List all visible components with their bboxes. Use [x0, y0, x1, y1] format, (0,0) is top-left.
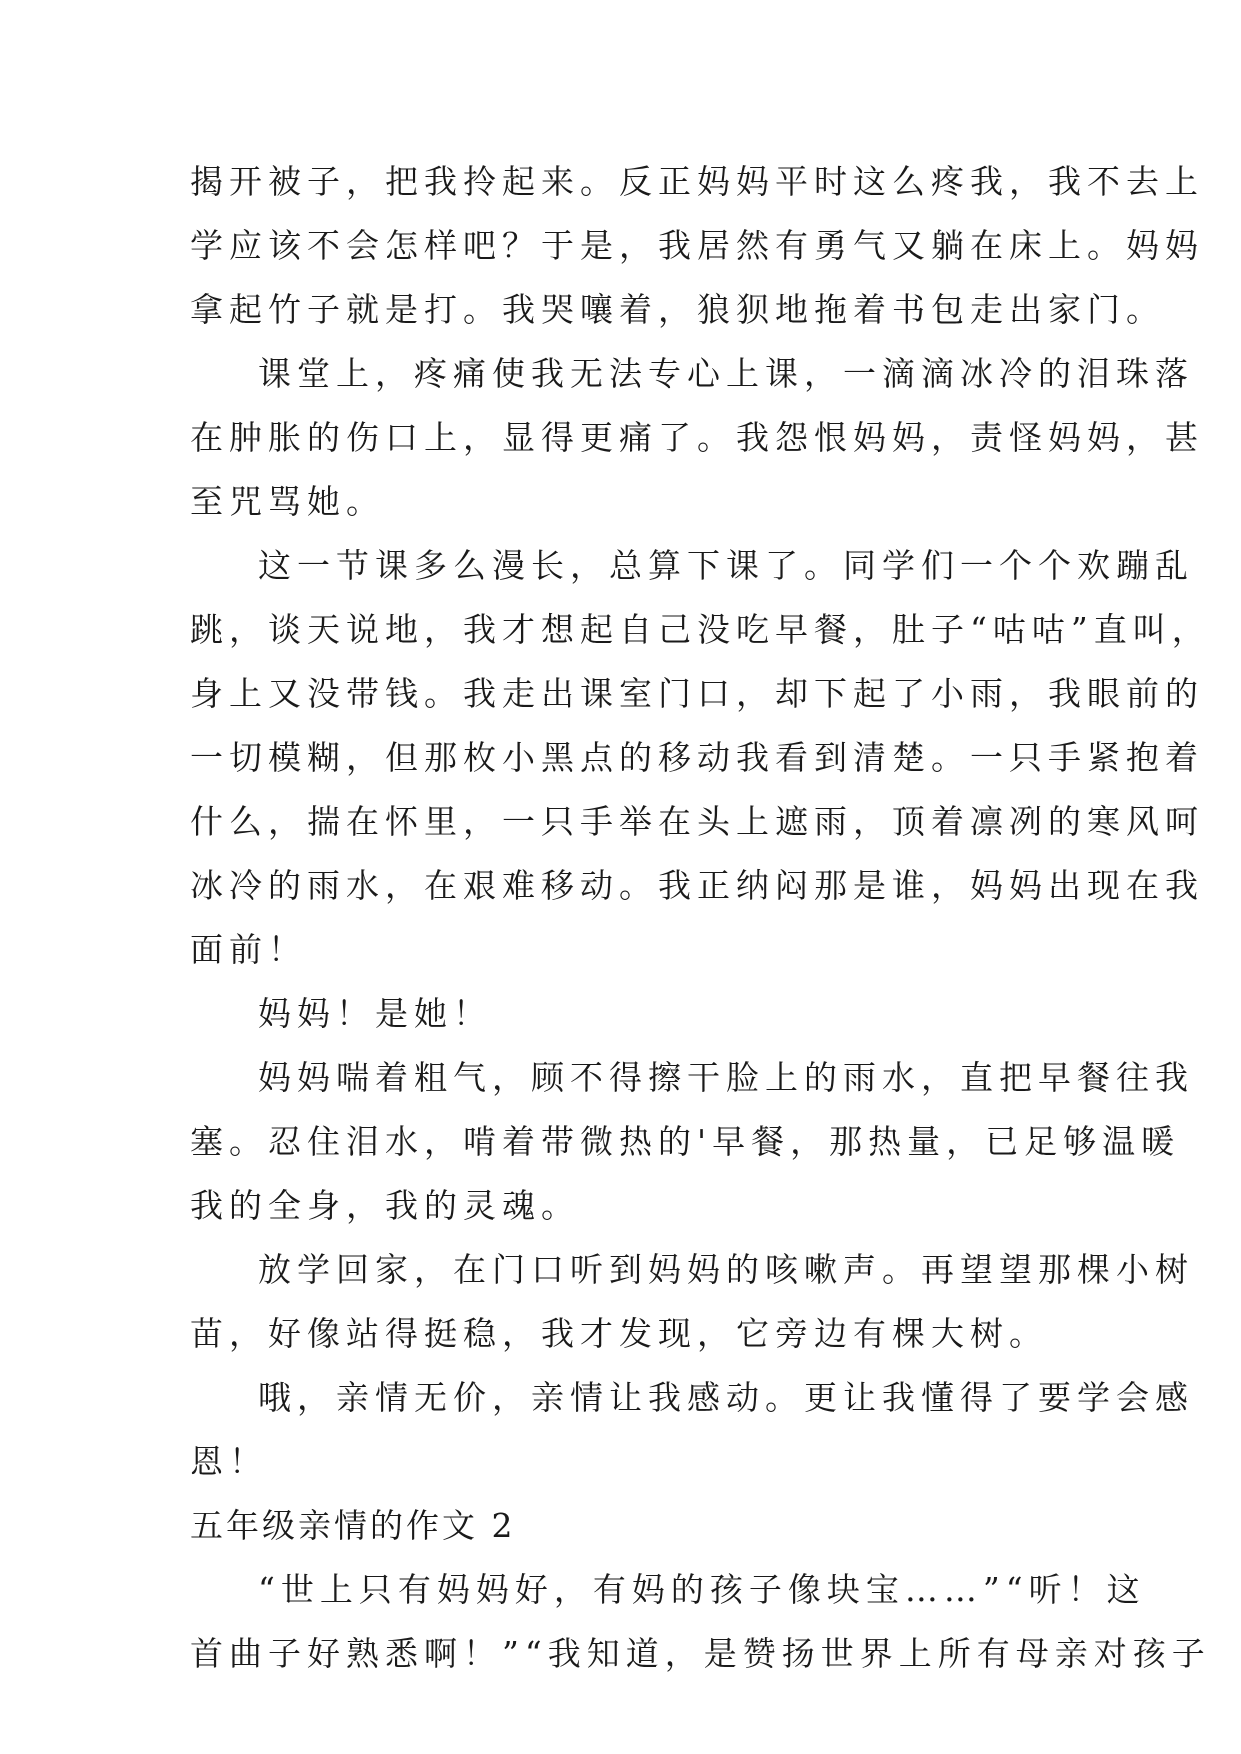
document-page: [190, 150, 1211, 1686]
text-line: 我的全身，我的灵魂。: [190, 1186, 580, 1225]
text-line: 在肿胀的伤口上，显得更痛了。我怨恨妈妈，责怪妈妈，甚: [190, 418, 1204, 457]
text-line: 学应该不会怎样吧？于是，我居然有勇气又躺在床上。妈妈: [190, 226, 1204, 265]
paragraph-start-line: 课堂上，疼痛使我无法专心上课，一滴滴冰冷的泪珠落: [258, 354, 1194, 393]
paragraph-start-line: 哦，亲情无价，亲情让我感动。更让我懂得了要学会感: [258, 1378, 1194, 1417]
text-line: 冰冷的雨水，在艰难移动。我正纳闷那是谁，妈妈出现在我: [190, 866, 1204, 905]
text-line: 身上又没带钱。我走出课室门口，却下起了小雨，我眼前的: [190, 674, 1204, 713]
text-line: 至咒骂她。: [190, 482, 385, 521]
text-line: 面前！: [190, 930, 307, 969]
paragraph-start-line: 妈妈！是她！: [258, 994, 492, 1033]
paragraph-start-line: 妈妈喘着粗气，顾不得擦干脸上的雨水，直把早餐往我: [258, 1058, 1194, 1097]
text-line: 拿起竹子就是打。我哭嚷着，狼狈地拖着书包走出家门。: [190, 290, 1165, 329]
text-line: 揭开被子，把我拎起来。反正妈妈平时这么疼我，我不去上: [190, 162, 1204, 201]
text-line: 一切模糊，但那枚小黑点的移动我看到清楚。一只手紧抱着: [190, 738, 1204, 777]
text-line: 苗，好像站得挺稳，我才发现，它旁边有棵大树。: [190, 1314, 1048, 1353]
section-heading: 五年级亲情的作文 2: [190, 1506, 516, 1545]
text-line: 首曲子好熟悉啊！”“我知道，是赞扬世界上所有母亲对孩子: [190, 1634, 1211, 1673]
text-line: 恩！: [190, 1442, 268, 1481]
text-line: 塞。忍住泪水，啃着带微热的'早餐，那热量，已足够温暖: [190, 1122, 1181, 1161]
paragraph-start-line: “世上只有妈妈好，有妈的孩子像块宝……”“听！这: [258, 1570, 1146, 1609]
paragraph-start-line: 这一节课多么漫长，总算下课了。同学们一个个欢蹦乱: [258, 546, 1194, 585]
text-line: 跳，谈天说地，我才想起自己没吃早餐，肚子“咕咕”直叫，: [190, 610, 1211, 649]
text-line: 什么，揣在怀里，一只手举在头上遮雨，顶着凛冽的寒风呵: [190, 802, 1204, 841]
paragraph-start-line: 放学回家，在门口听到妈妈的咳嗽声。再望望那棵小树: [258, 1250, 1194, 1289]
